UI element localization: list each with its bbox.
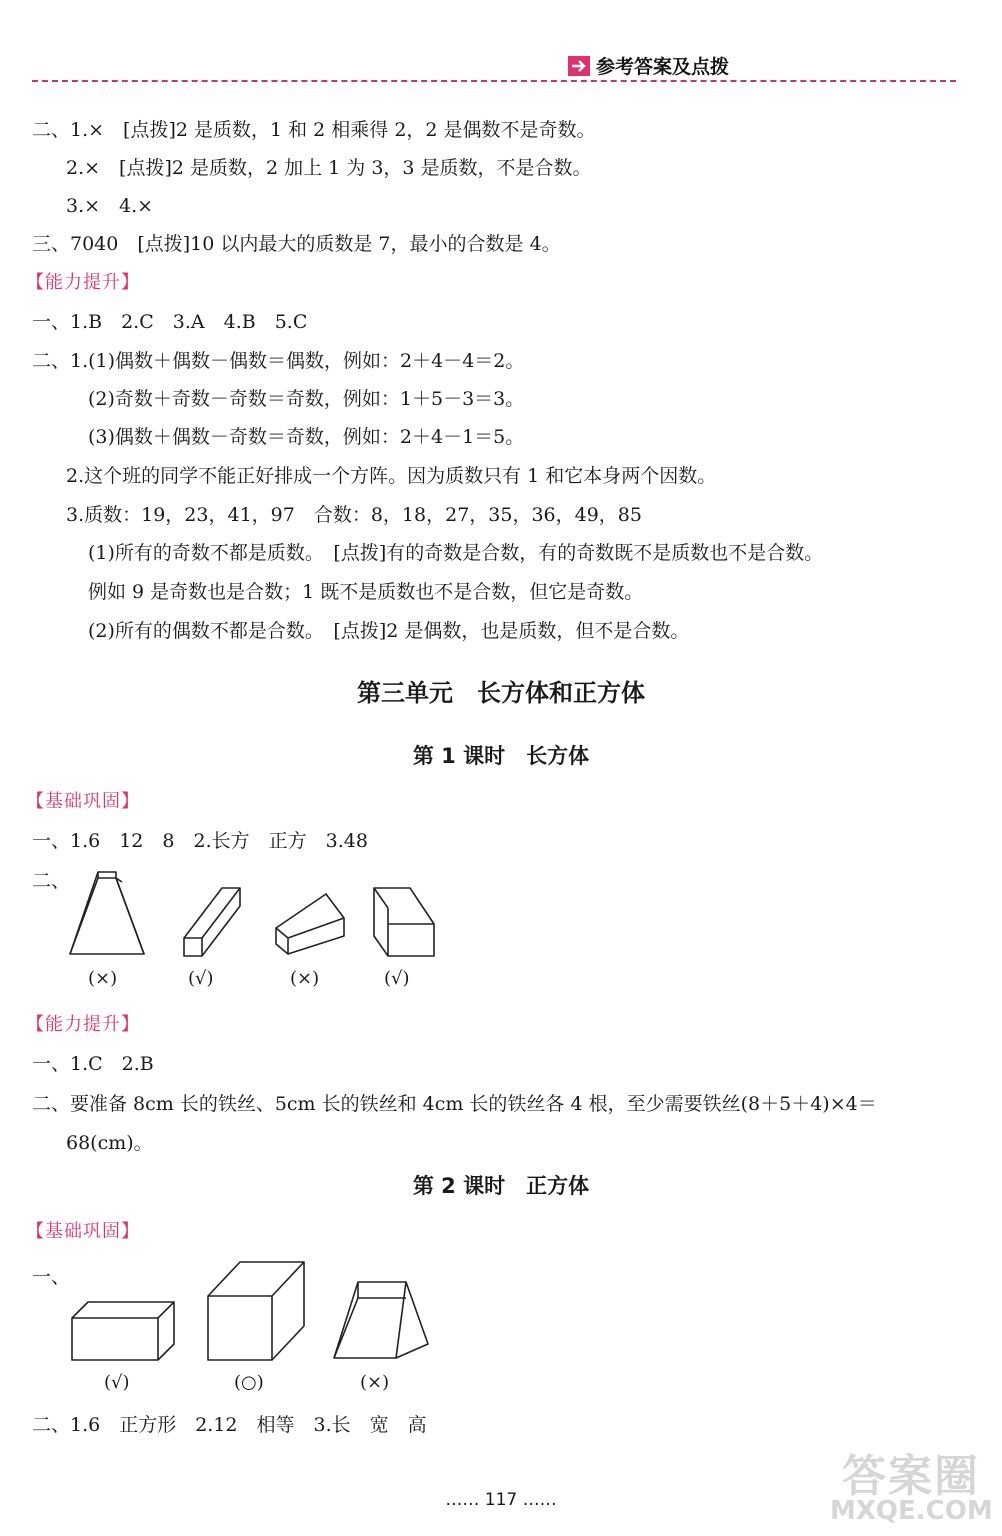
judgement-mark: (○) bbox=[234, 1372, 264, 1393]
answer-line: 三、7040 [点拨]10 以内最大的质数是 7，最小的合数是 4。 bbox=[32, 233, 561, 255]
header-section-tag bbox=[568, 52, 729, 79]
answer-line: 二、1.6 正方形 2.12 相等 3.长 宽 高 bbox=[32, 1414, 427, 1436]
answer-line: (2)奇数＋奇数－奇数＝奇数，例如：1＋5－3＝3。 bbox=[88, 388, 525, 410]
cube-shape bbox=[206, 1260, 308, 1364]
section-tag-ability: 【能力提升】 bbox=[26, 272, 140, 293]
answer-line: 一、 bbox=[32, 1266, 71, 1288]
section-tag-ability: 【能力提升】 bbox=[26, 1014, 140, 1035]
answer-line: 二、要准备 8cm 长的铁丝、5cm 长的铁丝和 4cm 长的铁丝各 4 根，至少需要铁丝(8＋5＋4)×4＝ bbox=[32, 1093, 877, 1115]
answer-line: 2.× [点拨]2 是质数，2 加上 1 为 3，3 是质数，不是合数。 bbox=[66, 157, 592, 179]
watermark-url: MXQE.COM bbox=[830, 1496, 993, 1526]
page-number: …… 117 …… bbox=[445, 1490, 557, 1510]
judgement-mark: (×) bbox=[290, 968, 320, 989]
judgement-mark: (√) bbox=[384, 968, 410, 989]
answer-line: 3.× 4.× bbox=[66, 195, 154, 217]
answer-line: 3.质数：19，23，41，97 合数：8，18，27，35，36，49，85 bbox=[66, 504, 642, 526]
judgement-mark: (×) bbox=[88, 968, 118, 989]
section-tag-basics: 【基础巩固】 bbox=[26, 1221, 140, 1242]
cuboid-shape bbox=[372, 884, 438, 960]
answer-line: 一、1.C 2.B bbox=[32, 1053, 154, 1075]
answer-line: 一、1.6 12 8 2.长方 正方 3.48 bbox=[32, 830, 368, 852]
answer-line: 2.这个班的同学不能正好排成一个方阵。因为质数只有 1 和它本身两个因数。 bbox=[66, 465, 717, 487]
wedge-shape bbox=[274, 892, 350, 960]
judgement-mark: (√) bbox=[104, 1372, 130, 1393]
answer-line: 68(cm)。 bbox=[66, 1132, 153, 1154]
header-title: 参考答案及点拨 bbox=[596, 56, 730, 78]
section-tag-basics: 【基础巩固】 bbox=[26, 791, 140, 812]
judgement-mark: (√) bbox=[188, 968, 214, 989]
answer-line: 一、1.B 2.C 3.A 4.B 5.C bbox=[32, 311, 308, 333]
arrow-right-icon bbox=[568, 56, 590, 76]
watermark-logo: 答案圈 bbox=[842, 1451, 980, 1502]
answer-line: 例如 9 是奇数也是合数；1 既不是质数也不是合数，但它是奇数。 bbox=[88, 581, 644, 603]
answer-line: (2)所有的偶数不都是合数。 [点拨]2 是偶数，也是质数，但不是合数。 bbox=[88, 620, 690, 642]
answer-line: (3)偶数＋偶数－奇数＝奇数，例如：2＋4－1＝5。 bbox=[88, 426, 525, 448]
lesson-heading: 第 1 课时 长方体 bbox=[412, 744, 590, 768]
frustum-shape bbox=[330, 1280, 432, 1364]
unit-heading: 第三单元 长方体和正方体 bbox=[357, 679, 645, 707]
answer-line: 二、 bbox=[32, 870, 71, 892]
judgement-mark: (×) bbox=[360, 1372, 390, 1393]
answer-line: 二、1.(1)偶数＋偶数－偶数＝偶数，例如：2＋4－4＝2。 bbox=[32, 350, 525, 372]
cuboid-shape bbox=[70, 1300, 178, 1364]
frustum-shape bbox=[68, 868, 148, 958]
lesson-heading: 第 2 课时 正方体 bbox=[412, 1174, 590, 1198]
answer-line: (1)所有的奇数不都是质数。 [点拨]有的奇数是合数，有的奇数既不是质数也不是合数。 bbox=[88, 542, 824, 564]
long-cuboid-shape bbox=[182, 884, 244, 960]
answer-line: 二、1.× [点拨]2 是质数，1 和 2 相乘得 2，2 是偶数不是奇数。 bbox=[32, 119, 596, 141]
header-divider bbox=[32, 80, 956, 82]
